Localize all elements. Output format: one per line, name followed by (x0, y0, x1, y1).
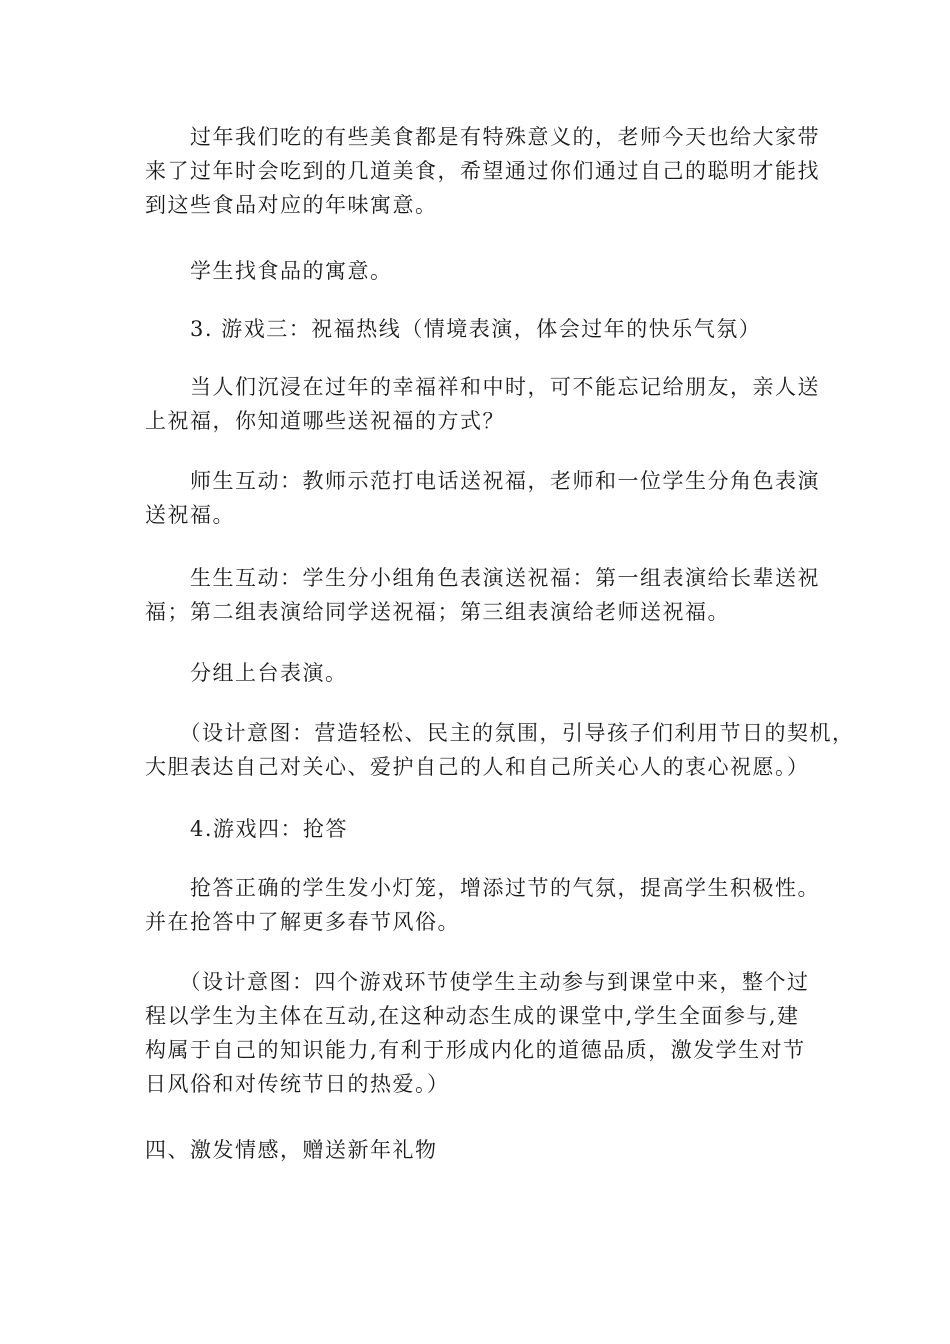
text-line: 4.游戏四：抢答 (145, 817, 349, 841)
text-line: （设计意图：四个游戏环节使学生主动参与到课堂中来，整个过 (145, 970, 810, 994)
text-line: 当人们沉浸在过年的幸福祥和中时，可不能忘记给朋友，亲人送 (145, 375, 820, 399)
paragraph-group-performance (145, 656, 815, 690)
text-line: 并在抢答中了解更多春节风俗。 (145, 910, 460, 934)
text-line: 过年我们吃的有些美食都是有特殊意义的，老师今天也给大家带 (145, 125, 820, 149)
paragraph-student-student-interaction (145, 561, 820, 629)
heading-section-four (145, 1133, 815, 1167)
text-line: 师生互动：教师示范打电话送祝福，老师和一位学生分角色表演 (145, 469, 820, 493)
text-line: 学生找食品的寓意。 (145, 259, 393, 283)
paragraph-design-intent-one (145, 716, 855, 784)
text-line: 3. 游戏三：祝福热线（情境表演，体会过年的快乐气氛） (145, 317, 762, 341)
paragraph-students-find-meaning (145, 254, 815, 288)
text-line: 构属于自己的知识能力,有利于形成内化的道德品质，激发学生对节 (145, 1038, 806, 1062)
heading-game-three (145, 312, 815, 346)
text-line: 程以学生为主体在互动,在这种动态生成的课堂中,学生全面参与,建 (145, 1004, 800, 1028)
text-line: 送祝福。 (145, 503, 235, 527)
paragraph-intro-food-meaning (145, 120, 820, 222)
text-line: 到这些食品对应的年味寓意。 (145, 193, 438, 217)
text-line: 大胆表达自己对关心、爱护自己的人和自己所关心人的衷心祝愿。） (145, 755, 810, 779)
text-line: 四、激发情感，赠送新年礼物 (145, 1138, 438, 1162)
text-line: 上祝福，你知道哪些送祝福的方式？ (145, 409, 505, 433)
text-line: 分组上台表演。 (145, 661, 348, 685)
paragraph-blessing-ways (145, 370, 820, 438)
paragraph-design-intent-two (145, 965, 815, 1101)
text-line: 日风俗和对传统节日的热爱。） (145, 1072, 450, 1096)
paragraph-quick-answer (145, 871, 820, 939)
text-line: 福；第二组表演给同学送祝福；第三组表演给老师送祝福。 (145, 600, 730, 624)
text-line: （设计意图：营造轻松、民主的氛围，引导孩子们利用节日的契机， (145, 721, 855, 745)
text-line: 生生互动：学生分小组角色表演送祝福：第一组表演给长辈送祝 (145, 566, 820, 590)
heading-game-four (145, 812, 815, 846)
text-line: 抢答正确的学生发小灯笼，增添过节的气氛，提高学生积极性。 (145, 876, 820, 900)
paragraph-teacher-student-interaction (145, 464, 820, 532)
text-line: 来了过年时会吃到的几道美食，希望通过你们通过自己的聪明才能找 (145, 159, 820, 183)
